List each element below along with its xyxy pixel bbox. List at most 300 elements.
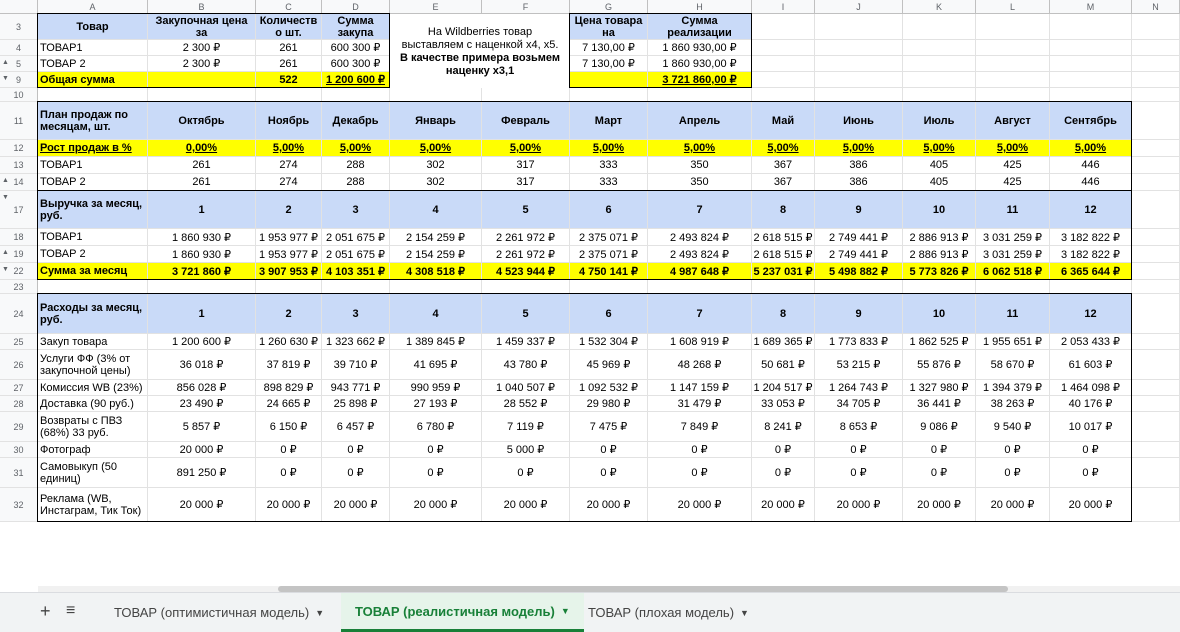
empty-cell[interactable] — [903, 56, 976, 72]
plan-cell[interactable]: 317 — [482, 174, 570, 191]
growth-cell[interactable]: 5,00% — [322, 140, 390, 157]
month-number-header[interactable]: 8 — [752, 294, 815, 334]
empty-cell[interactable] — [752, 280, 815, 294]
revenue-cell[interactable]: 2 154 259 ₽ — [390, 229, 482, 246]
empty-cell[interactable] — [1132, 350, 1180, 380]
empty-cell[interactable] — [322, 280, 390, 294]
expense-label[interactable]: Возвраты с ПВЗ (68%) 33 руб. — [38, 412, 148, 442]
expense-cell[interactable]: 36 018 ₽ — [148, 350, 256, 380]
expense-cell[interactable]: 0 ₽ — [322, 442, 390, 458]
expense-cell[interactable]: 38 263 ₽ — [976, 396, 1050, 412]
month-header[interactable]: Август — [976, 102, 1050, 140]
empty-cell[interactable] — [976, 88, 1050, 102]
empty-cell[interactable] — [148, 88, 256, 102]
plan-cell[interactable]: 425 — [976, 157, 1050, 174]
growth-cell[interactable]: 5,00% — [976, 140, 1050, 157]
empty-cell[interactable] — [903, 72, 976, 88]
month-number-header[interactable]: 11 — [976, 191, 1050, 229]
plan-cell[interactable]: 288 — [322, 174, 390, 191]
empty-cell[interactable] — [815, 280, 903, 294]
empty-cell[interactable] — [1132, 140, 1180, 157]
plan-cell[interactable]: 386 — [815, 157, 903, 174]
expense-label[interactable]: Фотограф — [38, 442, 148, 458]
column-header[interactable]: E — [390, 0, 482, 14]
table-cell[interactable]: 1 860 930,00 ₽ — [648, 56, 752, 72]
expense-cell[interactable]: 0 ₽ — [903, 442, 976, 458]
month-header[interactable]: Июль — [903, 102, 976, 140]
empty-cell[interactable] — [976, 40, 1050, 56]
expense-cell[interactable]: 0 ₽ — [1050, 458, 1132, 488]
expense-cell[interactable]: 41 695 ₽ — [390, 350, 482, 380]
table-header[interactable]: Цена товара на — [570, 14, 648, 40]
growth-label[interactable]: Рост продаж в % — [38, 140, 148, 157]
empty-cell[interactable] — [815, 88, 903, 102]
revenue-cell[interactable]: 1 953 977 ₽ — [256, 246, 322, 263]
total-cell[interactable]: 4 750 141 ₽ — [570, 263, 648, 280]
expense-cell[interactable]: 61 603 ₽ — [1050, 350, 1132, 380]
revenue-cell[interactable]: 2 886 913 ₽ — [903, 229, 976, 246]
month-number-header[interactable]: 12 — [1050, 191, 1132, 229]
month-number-header[interactable]: 3 — [322, 294, 390, 334]
plan-cell[interactable]: 302 — [390, 174, 482, 191]
expense-cell[interactable]: 1 327 980 ₽ — [903, 380, 976, 396]
total-cell[interactable]: 4 523 944 ₽ — [482, 263, 570, 280]
empty-cell[interactable] — [815, 14, 903, 40]
revenue-cell[interactable]: 2 375 071 ₽ — [570, 246, 648, 263]
expense-cell[interactable]: 45 969 ₽ — [570, 350, 648, 380]
expense-cell[interactable]: 1 394 379 ₽ — [976, 380, 1050, 396]
expense-cell[interactable]: 1 147 159 ₽ — [648, 380, 752, 396]
expense-label[interactable]: Доставка (90 руб.) — [38, 396, 148, 412]
expense-cell[interactable]: 43 780 ₽ — [482, 350, 570, 380]
growth-cell[interactable]: 5,00% — [570, 140, 648, 157]
revenue-cell[interactable]: 1 860 930 ₽ — [148, 246, 256, 263]
empty-cell[interactable] — [903, 40, 976, 56]
empty-cell[interactable] — [903, 14, 976, 40]
month-number-header[interactable]: 10 — [903, 294, 976, 334]
empty-cell[interactable] — [1050, 280, 1132, 294]
expense-cell[interactable]: 29 980 ₽ — [570, 396, 648, 412]
column-header[interactable]: J — [815, 0, 903, 14]
empty-cell[interactable] — [752, 72, 815, 88]
expense-cell[interactable]: 50 681 ₽ — [752, 350, 815, 380]
row-label[interactable]: ТОВАР 2 — [38, 174, 148, 191]
group-toggle-icon[interactable]: ▲ — [2, 59, 9, 66]
empty-cell[interactable] — [976, 14, 1050, 40]
empty-cell[interactable] — [976, 72, 1050, 88]
expense-cell[interactable]: 0 ₽ — [322, 458, 390, 488]
chevron-down-icon[interactable]: ▼ — [315, 607, 325, 618]
total-cell[interactable]: 5 773 826 ₽ — [903, 263, 976, 280]
revenue-cell[interactable]: 2 051 675 ₽ — [322, 229, 390, 246]
expense-cell[interactable]: 36 441 ₽ — [903, 396, 976, 412]
plan-cell[interactable]: 261 — [148, 174, 256, 191]
month-number-header[interactable]: 4 — [390, 191, 482, 229]
empty-cell[interactable] — [976, 56, 1050, 72]
expense-cell[interactable]: 1 389 845 ₽ — [390, 334, 482, 350]
expense-cell[interactable]: 0 ₽ — [976, 442, 1050, 458]
revenue-cell[interactable]: 1 953 977 ₽ — [256, 229, 322, 246]
row-number[interactable]: 30 — [0, 442, 38, 458]
expense-cell[interactable]: 20 000 ₽ — [648, 488, 752, 522]
growth-cell[interactable]: 5,00% — [1050, 140, 1132, 157]
total-cell[interactable]: 3 907 953 ₽ — [256, 263, 322, 280]
row-number[interactable]: 13 — [0, 157, 38, 174]
table-cell[interactable]: 1 860 930,00 ₽ — [648, 40, 752, 56]
revenue-cell[interactable]: 2 618 515 ₽ — [752, 229, 815, 246]
group-toggle-icon[interactable]: ▼ — [2, 75, 9, 82]
expense-cell[interactable]: 898 829 ₽ — [256, 380, 322, 396]
expense-cell[interactable]: 1 459 337 ₽ — [482, 334, 570, 350]
revenue-cell[interactable]: 2 493 824 ₽ — [648, 246, 752, 263]
column-header[interactable]: L — [976, 0, 1050, 14]
expense-cell[interactable]: 1 532 304 ₽ — [570, 334, 648, 350]
empty-cell[interactable] — [1132, 174, 1180, 191]
expense-cell[interactable]: 20 000 ₽ — [815, 488, 903, 522]
expense-cell[interactable]: 23 490 ₽ — [148, 396, 256, 412]
empty-cell[interactable] — [482, 88, 570, 102]
table-cell[interactable]: 7 130,00 ₽ — [570, 40, 648, 56]
revenue-cell[interactable]: 2 375 071 ₽ — [570, 229, 648, 246]
expense-cell[interactable]: 25 898 ₽ — [322, 396, 390, 412]
empty-cell[interactable] — [1050, 88, 1132, 102]
expense-cell[interactable]: 1 862 525 ₽ — [903, 334, 976, 350]
empty-cell[interactable] — [1132, 191, 1180, 229]
column-header[interactable]: B — [148, 0, 256, 14]
expense-cell[interactable]: 856 028 ₽ — [148, 380, 256, 396]
total-cell[interactable]: 522 — [256, 72, 322, 88]
chevron-down-icon[interactable]: ▼ — [560, 606, 570, 616]
empty-cell[interactable] — [903, 88, 976, 102]
month-number-header[interactable]: 1 — [148, 294, 256, 334]
expense-cell[interactable]: 6 780 ₽ — [390, 412, 482, 442]
month-number-header[interactable]: 9 — [815, 294, 903, 334]
expense-cell[interactable]: 34 705 ₽ — [815, 396, 903, 412]
plan-cell[interactable]: 288 — [322, 157, 390, 174]
row-number[interactable]: 11 — [0, 102, 38, 140]
month-number-header[interactable]: 3 — [322, 191, 390, 229]
expense-label[interactable]: Реклама (WB, Инстаграм, Тик Ток) — [38, 488, 148, 522]
expense-cell[interactable]: 37 819 ₽ — [256, 350, 322, 380]
empty-cell[interactable] — [1132, 88, 1180, 102]
expense-cell[interactable]: 0 ₽ — [482, 458, 570, 488]
table-header[interactable]: Товар — [38, 14, 148, 40]
total-cell[interactable]: 4 987 648 ₽ — [648, 263, 752, 280]
expense-cell[interactable]: 6 150 ₽ — [256, 412, 322, 442]
expense-cell[interactable]: 20 000 ₽ — [482, 488, 570, 522]
expense-cell[interactable]: 1 323 662 ₽ — [322, 334, 390, 350]
row-label[interactable]: ТОВАР 2 — [38, 246, 148, 263]
table-header[interactable]: Сумма реализации — [648, 14, 752, 40]
row-number[interactable]: 26 — [0, 350, 38, 380]
expense-cell[interactable]: 8 241 ₽ — [752, 412, 815, 442]
expense-cell[interactable]: 27 193 ₽ — [390, 396, 482, 412]
group-toggle-icon[interactable]: ▲ — [2, 177, 9, 184]
expense-cell[interactable]: 0 ₽ — [648, 442, 752, 458]
empty-cell[interactable] — [38, 280, 148, 294]
revenue-cell[interactable]: 3 182 822 ₽ — [1050, 246, 1132, 263]
empty-cell[interactable] — [1132, 246, 1180, 263]
expense-cell[interactable]: 1 264 743 ₽ — [815, 380, 903, 396]
expense-cell[interactable]: 53 215 ₽ — [815, 350, 903, 380]
column-header[interactable]: I — [752, 0, 815, 14]
month-number-header[interactable]: 5 — [482, 294, 570, 334]
empty-cell[interactable] — [752, 40, 815, 56]
expense-cell[interactable]: 0 ₽ — [256, 442, 322, 458]
table-cell[interactable]: ТОВАР1 — [38, 40, 148, 56]
expense-cell[interactable]: 1 040 507 ₽ — [482, 380, 570, 396]
expense-cell[interactable]: 20 000 ₽ — [148, 442, 256, 458]
month-number-header[interactable]: 7 — [648, 294, 752, 334]
expense-cell[interactable]: 0 ₽ — [648, 458, 752, 488]
expense-cell[interactable]: 0 ₽ — [1050, 442, 1132, 458]
total-cell[interactable]: 5 498 882 ₽ — [815, 263, 903, 280]
empty-cell[interactable] — [1132, 14, 1180, 40]
expense-label[interactable]: Самовыкуп (50 единиц) — [38, 458, 148, 488]
total-cell[interactable]: 3 721 860 ₽ — [148, 263, 256, 280]
empty-cell[interactable] — [1050, 40, 1132, 56]
plan-cell[interactable]: 302 — [390, 157, 482, 174]
expense-cell[interactable]: 58 670 ₽ — [976, 350, 1050, 380]
revenue-cell[interactable]: 3 182 822 ₽ — [1050, 229, 1132, 246]
row-number[interactable]: 28 — [0, 396, 38, 412]
month-number-header[interactable]: 8 — [752, 191, 815, 229]
plan-cell[interactable]: 274 — [256, 157, 322, 174]
month-header[interactable]: Ноябрь — [256, 102, 322, 140]
expense-cell[interactable]: 1 092 532 ₽ — [570, 380, 648, 396]
revenue-cell[interactable]: 2 493 824 ₽ — [648, 229, 752, 246]
empty-cell[interactable] — [1050, 56, 1132, 72]
column-header[interactable]: N — [1132, 0, 1180, 14]
plan-cell[interactable]: 446 — [1050, 174, 1132, 191]
expense-cell[interactable]: 1 464 098 ₽ — [1050, 380, 1132, 396]
empty-cell[interactable] — [815, 40, 903, 56]
column-header[interactable]: H — [648, 0, 752, 14]
expense-cell[interactable]: 20 000 ₽ — [256, 488, 322, 522]
empty-cell[interactable] — [1132, 280, 1180, 294]
row-number[interactable]: 31 — [0, 458, 38, 488]
empty-cell[interactable] — [648, 280, 752, 294]
month-number-header[interactable]: 6 — [570, 294, 648, 334]
total-cell[interactable]: 3 721 860,00 ₽ — [648, 72, 752, 88]
expense-cell[interactable]: 10 017 ₽ — [1050, 412, 1132, 442]
expense-cell[interactable]: 31 479 ₽ — [648, 396, 752, 412]
empty-cell[interactable] — [1132, 157, 1180, 174]
expense-cell[interactable]: 7 475 ₽ — [570, 412, 648, 442]
month-number-header[interactable]: 11 — [976, 294, 1050, 334]
plan-cell[interactable]: 333 — [570, 174, 648, 191]
month-header[interactable]: Октябрь — [148, 102, 256, 140]
table-cell[interactable]: 2 300 ₽ — [148, 40, 256, 56]
expense-cell[interactable]: 0 ₽ — [815, 442, 903, 458]
month-header[interactable]: Апрель — [648, 102, 752, 140]
empty-cell[interactable] — [322, 88, 390, 102]
plan-cell[interactable]: 446 — [1050, 157, 1132, 174]
empty-cell[interactable] — [815, 56, 903, 72]
table-cell[interactable]: 261 — [256, 40, 322, 56]
expense-cell[interactable]: 9 086 ₽ — [903, 412, 976, 442]
plan-cell[interactable]: 405 — [903, 157, 976, 174]
expense-cell[interactable]: 20 000 ₽ — [752, 488, 815, 522]
month-header[interactable]: Январь — [390, 102, 482, 140]
empty-cell[interactable] — [815, 72, 903, 88]
table-header[interactable]: Количеств о шт. — [256, 14, 322, 40]
total-cell[interactable]: 5 237 031 ₽ — [752, 263, 815, 280]
month-header[interactable]: Май — [752, 102, 815, 140]
expense-label[interactable]: Комиссия WB (23%) — [38, 380, 148, 396]
add-sheet-button[interactable]: + — [40, 601, 51, 621]
column-header[interactable]: D — [322, 0, 390, 14]
row-number[interactable]: 9 — [0, 72, 38, 88]
tab-realistic-model[interactable] — [341, 593, 584, 632]
month-number-header[interactable]: 5 — [482, 191, 570, 229]
expense-cell[interactable]: 1 204 517 ₽ — [752, 380, 815, 396]
expense-cell[interactable]: 0 ₽ — [903, 458, 976, 488]
empty-cell[interactable] — [1132, 488, 1180, 522]
empty-cell[interactable] — [482, 280, 570, 294]
empty-cell[interactable] — [1132, 263, 1180, 280]
month-header[interactable]: Февраль — [482, 102, 570, 140]
empty-cell[interactable] — [1132, 294, 1180, 334]
plan-cell[interactable]: 350 — [648, 157, 752, 174]
table-cell[interactable]: 600 300 ₽ — [322, 40, 390, 56]
row-label[interactable]: ТОВАР1 — [38, 157, 148, 174]
row-number[interactable]: 22 — [0, 263, 38, 280]
plan-cell[interactable]: 386 — [815, 174, 903, 191]
expense-cell[interactable]: 20 000 ₽ — [322, 488, 390, 522]
plan-cell[interactable]: 333 — [570, 157, 648, 174]
empty-cell[interactable] — [1132, 229, 1180, 246]
expense-cell[interactable]: 7 849 ₽ — [648, 412, 752, 442]
growth-cell[interactable]: 5,00% — [256, 140, 322, 157]
empty-cell[interactable] — [1132, 412, 1180, 442]
expense-cell[interactable]: 1 200 600 ₽ — [148, 334, 256, 350]
total-cell[interactable]: 6 365 644 ₽ — [1050, 263, 1132, 280]
total-cell[interactable]: 1 200 600 ₽ — [322, 72, 390, 88]
empty-cell[interactable] — [903, 280, 976, 294]
empty-cell[interactable] — [752, 14, 815, 40]
expense-cell[interactable]: 1 955 651 ₽ — [976, 334, 1050, 350]
chevron-down-icon[interactable]: ▼ — [740, 607, 749, 618]
growth-cell[interactable]: 0,00% — [148, 140, 256, 157]
expense-cell[interactable]: 20 000 ₽ — [570, 488, 648, 522]
growth-cell[interactable]: 5,00% — [482, 140, 570, 157]
revenue-cell[interactable]: 2 749 441 ₽ — [815, 246, 903, 263]
revenue-cell[interactable]: 2 154 259 ₽ — [390, 246, 482, 263]
month-number-header[interactable]: 7 — [648, 191, 752, 229]
empty-cell[interactable] — [390, 280, 482, 294]
empty-cell[interactable] — [1050, 72, 1132, 88]
total-cell[interactable]: Общая сумма — [38, 72, 148, 88]
month-number-header[interactable]: 1 — [148, 191, 256, 229]
total-cell[interactable]: 4 103 351 ₽ — [322, 263, 390, 280]
empty-cell[interactable] — [570, 88, 648, 102]
row-number[interactable]: 17 — [0, 191, 38, 229]
expense-cell[interactable]: 6 457 ₽ — [322, 412, 390, 442]
plan-cell[interactable]: 425 — [976, 174, 1050, 191]
row-number[interactable]: 3 — [0, 14, 38, 40]
revenue-cell[interactable]: 3 031 259 ₽ — [976, 246, 1050, 263]
expense-cell[interactable]: 39 710 ₽ — [322, 350, 390, 380]
expense-cell[interactable]: 20 000 ₽ — [976, 488, 1050, 522]
total-cell[interactable]: 6 062 518 ₽ — [976, 263, 1050, 280]
empty-cell[interactable] — [1132, 458, 1180, 488]
tab-bad-model[interactable] — [574, 593, 763, 632]
expense-cell[interactable]: 0 ₽ — [570, 442, 648, 458]
column-header[interactable]: G — [570, 0, 648, 14]
growth-cell[interactable]: 5,00% — [648, 140, 752, 157]
revenue-cell[interactable]: 3 031 259 ₽ — [976, 229, 1050, 246]
expense-cell[interactable]: 5 857 ₽ — [148, 412, 256, 442]
expense-cell[interactable]: 40 176 ₽ — [1050, 396, 1132, 412]
row-number[interactable]: 32 — [0, 488, 38, 522]
growth-cell[interactable]: 5,00% — [815, 140, 903, 157]
empty-cell[interactable] — [570, 280, 648, 294]
revenue-cell[interactable]: 2 749 441 ₽ — [815, 229, 903, 246]
expense-cell[interactable]: 0 ₽ — [256, 458, 322, 488]
column-header[interactable]: F — [482, 0, 570, 14]
total-label[interactable]: Сумма за месяц — [38, 263, 148, 280]
growth-cell[interactable]: 5,00% — [390, 140, 482, 157]
empty-cell[interactable] — [976, 280, 1050, 294]
table-cell[interactable]: ТОВАР 2 — [38, 56, 148, 72]
select-all-corner[interactable] — [0, 0, 38, 14]
expense-cell[interactable]: 990 959 ₽ — [390, 380, 482, 396]
month-number-header[interactable]: 2 — [256, 294, 322, 334]
expense-cell[interactable]: 0 ₽ — [390, 458, 482, 488]
growth-cell[interactable]: 5,00% — [752, 140, 815, 157]
column-header[interactable]: K — [903, 0, 976, 14]
row-number[interactable]: 23 — [0, 280, 38, 294]
expense-cell[interactable]: 2 053 433 ₽ — [1050, 334, 1132, 350]
expense-cell[interactable]: 0 ₽ — [976, 458, 1050, 488]
total-cell[interactable] — [148, 72, 256, 88]
empty-cell[interactable] — [1132, 72, 1180, 88]
empty-cell[interactable] — [1132, 334, 1180, 350]
month-number-header[interactable]: 12 — [1050, 294, 1132, 334]
revenue-cell[interactable]: 2 618 515 ₽ — [752, 246, 815, 263]
row-number[interactable]: 19 — [0, 246, 38, 263]
empty-cell[interactable] — [256, 88, 322, 102]
month-header[interactable]: Март — [570, 102, 648, 140]
empty-cell[interactable] — [648, 88, 752, 102]
expenses-header[interactable]: Расходы за месяц, руб. — [38, 294, 148, 334]
row-label[interactable]: ТОВАР1 — [38, 229, 148, 246]
expense-cell[interactable]: 20 000 ₽ — [1050, 488, 1132, 522]
row-number[interactable]: 27 — [0, 380, 38, 396]
month-header[interactable]: Декабрь — [322, 102, 390, 140]
month-number-header[interactable]: 6 — [570, 191, 648, 229]
revenue-header[interactable]: Выручка за месяц, руб. — [38, 191, 148, 229]
empty-cell[interactable] — [390, 88, 482, 102]
expense-cell[interactable]: 1 689 365 ₽ — [752, 334, 815, 350]
expense-cell[interactable]: 5 000 ₽ — [482, 442, 570, 458]
table-cell[interactable]: 261 — [256, 56, 322, 72]
table-header[interactable]: Закупочная цена за — [148, 14, 256, 40]
empty-cell[interactable] — [1132, 56, 1180, 72]
table-cell[interactable]: 600 300 ₽ — [322, 56, 390, 72]
column-header[interactable]: M — [1050, 0, 1132, 14]
expense-cell[interactable]: 1 773 833 ₽ — [815, 334, 903, 350]
revenue-cell[interactable]: 2 261 972 ₽ — [482, 246, 570, 263]
growth-cell[interactable]: 5,00% — [903, 140, 976, 157]
total-cell[interactable]: 4 308 518 ₽ — [390, 263, 482, 280]
tab-optimistic-model[interactable] — [100, 593, 338, 632]
group-toggle-icon[interactable]: ▼ — [2, 266, 9, 273]
row-number[interactable]: 10 — [0, 88, 38, 102]
empty-cell[interactable] — [752, 88, 815, 102]
revenue-cell[interactable]: 2 051 675 ₽ — [322, 246, 390, 263]
